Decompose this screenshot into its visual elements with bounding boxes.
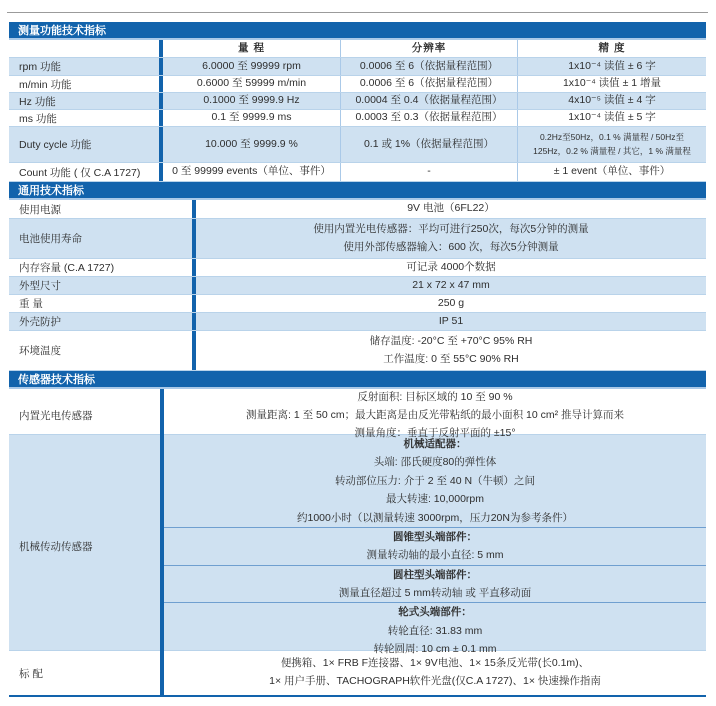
row-label: 外型尺寸 — [19, 280, 61, 292]
cell-range: 6.0000 至 99999 rpm — [202, 59, 301, 72]
row-label: 外壳防护 — [19, 316, 61, 328]
value-line: 转轮圆周: 10 cm ± 0.1 mm — [373, 643, 497, 656]
value-line: 测量角度：垂直于反射平面的 ±15° — [354, 426, 516, 439]
cell-value: 9V 电池（6FL22） — [407, 202, 495, 215]
value-line: 转轮直径: 31.83 mm — [387, 624, 483, 637]
cell-resolution: 0.0006 至 6（依据量程范围） — [359, 59, 499, 72]
cell-resolution: 0.1 或 1%（依据量程范围） — [363, 137, 495, 150]
table-row-optical-sensor — [9, 389, 706, 439]
mechanical-adapter-block — [164, 435, 706, 528]
row-label: Hz 功能 — [19, 95, 56, 108]
value-line: 储存温度: -20°C 至 +70°C 95% RH — [369, 334, 533, 347]
cell-range: 0.6000 至 59999 m/min — [196, 77, 307, 90]
row-label: m/min 功能 — [19, 78, 72, 91]
cell-value — [196, 331, 706, 370]
row-label: 环境温度 — [19, 345, 61, 357]
table-row-rpm — [9, 58, 706, 76]
value-line: 约1000小时（以测量转速 3000rpm，压力20N为参考条件） — [297, 511, 573, 524]
accuracy-line: 0.2Hz至50Hz，0.1 % 满量程 / 50Hz至 — [539, 132, 685, 143]
table-row-mechanical-sensor — [9, 435, 706, 656]
value-line: 1× 用户手册、TACHOGRAPH软件光盘(仅C.A 1727)、1× 快速操作指南 — [269, 675, 601, 687]
cell-accuracy: ± 1 event（单位、事件） — [553, 165, 671, 178]
row-label: 机械传动传感器 — [19, 541, 93, 554]
value-line: 使用外部传感器输入：600 次，每次5分钟测量 — [343, 240, 559, 253]
table-row-ms — [9, 110, 706, 127]
cone-tip-block — [164, 528, 706, 566]
cell-value — [196, 219, 706, 258]
value-line: 测量距离: 1 至 50 cm；最大距离是由反光带粘纸的最小面积 10 cm² 推导计算而来 — [245, 408, 625, 421]
table-row-weight — [9, 295, 706, 313]
cylinder-tip-block — [164, 566, 706, 604]
cell-resolution: 0.0003 至 0.3（依据量程范围） — [355, 111, 503, 124]
value-line: 工作温度: 0 至 55°C 90% RH — [383, 352, 519, 365]
table-row-duty-cycle — [9, 127, 706, 163]
table-row-accessories — [9, 651, 706, 695]
row-label: rpm 功能 — [19, 61, 61, 73]
table-row-memory — [9, 259, 706, 277]
value-line: 转动部位压力: 介于 2 至 40 N（牛顿）之间 — [334, 474, 536, 487]
cell-range: 0 至 99999 events（单位、事件） — [172, 165, 331, 178]
value-line: 测量转动轴的最小直径: 5 mm — [366, 549, 504, 562]
section-title-measurement: 测量功能技术指标 — [9, 22, 706, 40]
row-label: 重 量 — [19, 298, 43, 310]
row-label: 标 配 — [19, 667, 43, 680]
row-label: 内存容量 (C.A 1727) — [19, 262, 115, 274]
accuracy-line: 125Hz，0.2 % 满量程 / 其它，1 % 满量程 — [533, 145, 691, 156]
table-row-count — [9, 163, 706, 182]
section-title-general: 通用技术指标 — [9, 182, 706, 200]
bottom-rule — [9, 695, 706, 697]
value-line: 测量直径超过 5 mm转动轴 或 平直移动面 — [338, 587, 532, 599]
cell-range: 0.1000 至 9999.9 Hz — [203, 94, 300, 107]
row-label: 电池使用寿命 — [19, 233, 82, 245]
table-row-power — [9, 200, 706, 219]
block-title: 机械适配器： — [403, 438, 467, 450]
value-line: 最大转速: 10,000rpm — [385, 493, 485, 506]
cell-value — [164, 651, 706, 695]
cell-resolution: - — [427, 165, 431, 178]
table-row-hz — [9, 93, 706, 110]
table-row-protection — [9, 313, 706, 331]
row-label: 使用电源 — [19, 203, 61, 216]
cell-resolution: 0.0006 至 6（依据量程范围） — [359, 77, 499, 90]
col-header-accuracy: 精 度 — [598, 41, 626, 54]
col-header-range: 量 程 — [238, 41, 265, 54]
column-header-row — [9, 40, 706, 58]
cell-resolution: 0.0004 至 0.4（依据量程范围） — [355, 94, 503, 107]
table-row-mmin — [9, 76, 706, 93]
mechanical-sensor-details — [164, 435, 706, 659]
top-rule — [7, 12, 708, 13]
value-line: 便携箱、1× FRB F连接器、1× 9V电池、1× 15条反光带(长0.1m)、 — [280, 657, 590, 670]
section-title-sensor: 传感器技术指标 — [9, 371, 706, 389]
col-header-resolution: 分辨率 — [411, 41, 447, 54]
cell-range: 0.1 至 9999.9 ms — [211, 111, 292, 124]
value-line: 反射面积: 目标区域的 10 至 90 % — [357, 391, 513, 403]
cell-accuracy: 4x10⁻⁵ 读值 ± 4 字 — [568, 94, 656, 107]
row-label: Count 功能 ( 仅 C.A 1727) — [19, 166, 141, 179]
spec-table — [9, 22, 706, 697]
cell-value: 250 g — [437, 296, 465, 309]
row-label: ms 功能 — [19, 112, 57, 125]
header-spacer — [9, 40, 159, 57]
block-title: 轮式头端部件： — [398, 606, 472, 619]
cell-accuracy: 1x10⁻⁴ 读值 ± 1 增量 — [562, 77, 662, 90]
cell-value: 21 x 72 x 47 mm — [412, 278, 490, 291]
value-line: 头端: 邵氏硬度80的弹性体 — [373, 456, 497, 469]
block-title: 圆柱型头端部件： — [393, 568, 477, 581]
block-title: 圆锥型头端部件： — [393, 530, 477, 543]
table-row-dimensions — [9, 277, 706, 295]
row-label: 内置光电传感器 — [19, 410, 93, 423]
cell-accuracy — [518, 127, 706, 162]
table-row-temperature — [9, 331, 706, 371]
row-label: Duty cycle 功能 — [19, 139, 92, 151]
value-line: 使用内置光电传感器：平均可进行250次，每次5分钟的测量 — [313, 222, 589, 235]
table-row-battery-life — [9, 219, 706, 259]
cell-value: 可记录 4000个数据 — [406, 260, 496, 273]
cell-value: IP 51 — [438, 314, 464, 327]
cell-accuracy: 1x10⁻⁴ 读值 ± 5 字 — [568, 111, 656, 124]
cell-range: 10.000 至 9999.9 % — [205, 137, 298, 150]
cell-accuracy: 1x10⁻⁴ 读值 ± 6 字 — [568, 59, 656, 72]
